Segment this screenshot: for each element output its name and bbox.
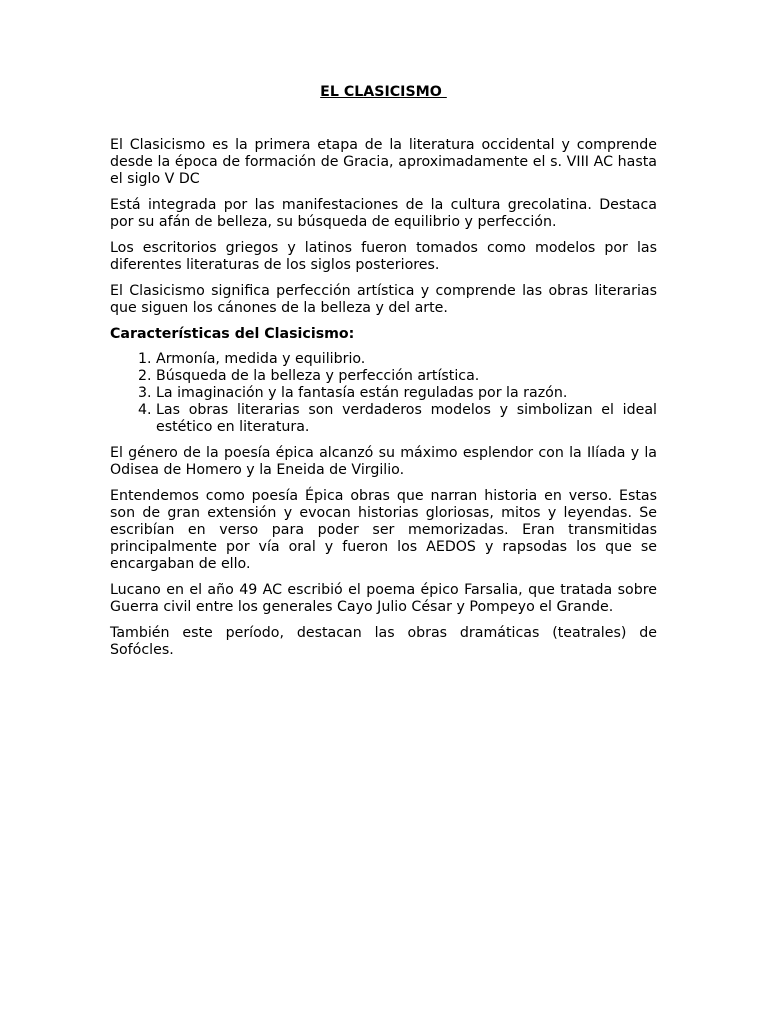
intro-paragraph-4: El Clasicismo significa perfección artística y comprende las obras literarias que siguen los cánones de la belleza y del arte. <box>110 283 657 316</box>
body-paragraph-3: Lucano en el año 49 AC escribió el poema épico Farsalia, que tratada sobre Guerra civil entre los generales Cayo Julio César y Pompeyo el Grande. <box>110 582 657 615</box>
document-page <box>110 84 657 668</box>
body-paragraph-4: También este período, destacan las obras dramáticas (teatrales) de Sofócles. <box>110 625 657 658</box>
intro-paragraph-1: El Clasicismo es la primera etapa de la literatura occidental y comprende desde la época de formación de Gracia, aproximadamente el s. VIII AC hasta el siglo V DC <box>110 137 657 187</box>
list-item: 3. La imaginación y la fantasía están reguladas por la razón. <box>156 385 657 402</box>
intro-paragraph-3: Los escritorios griegos y latinos fueron tomados como modelos por las diferentes literaturas de los siglos posteriores. <box>110 240 657 273</box>
list-item: 2. Búsqueda de la belleza y perfección artística. <box>156 368 657 385</box>
list-item: 1. Armonía, medida y equilibrio. <box>156 351 657 368</box>
document-title: EL CLASICISMO <box>320 84 447 100</box>
characteristics-list <box>110 351 657 436</box>
body-paragraph-2: Entendemos como poesía Épica obras que narran historia en verso. Estas son de gran extensión y evocan historias gloriosas, mitos y leyendas. Se escribían en verso para poder ser memorizadas. Eran transmitidas principalmente por vía oral y fueron los AEDOS y rapsodas los que se encargaban de ello. <box>110 488 657 572</box>
characteristics-heading: Características del Clasicismo: <box>110 326 355 342</box>
body-paragraph-1: El género de la poesía épica alcanzó su máximo esplendor con la Ilíada y la Odisea de Homero y la Eneida de Virgilio. <box>110 445 657 478</box>
list-item: 4. Las obras literarias son verdaderos modelos y simbolizan el ideal estético en literatura. <box>156 402 657 436</box>
intro-paragraph-2: Está integrada por las manifestaciones de la cultura grecolatina. Destaca por su afán de belleza, su búsqueda de equilibrio y perfección. <box>110 197 657 230</box>
